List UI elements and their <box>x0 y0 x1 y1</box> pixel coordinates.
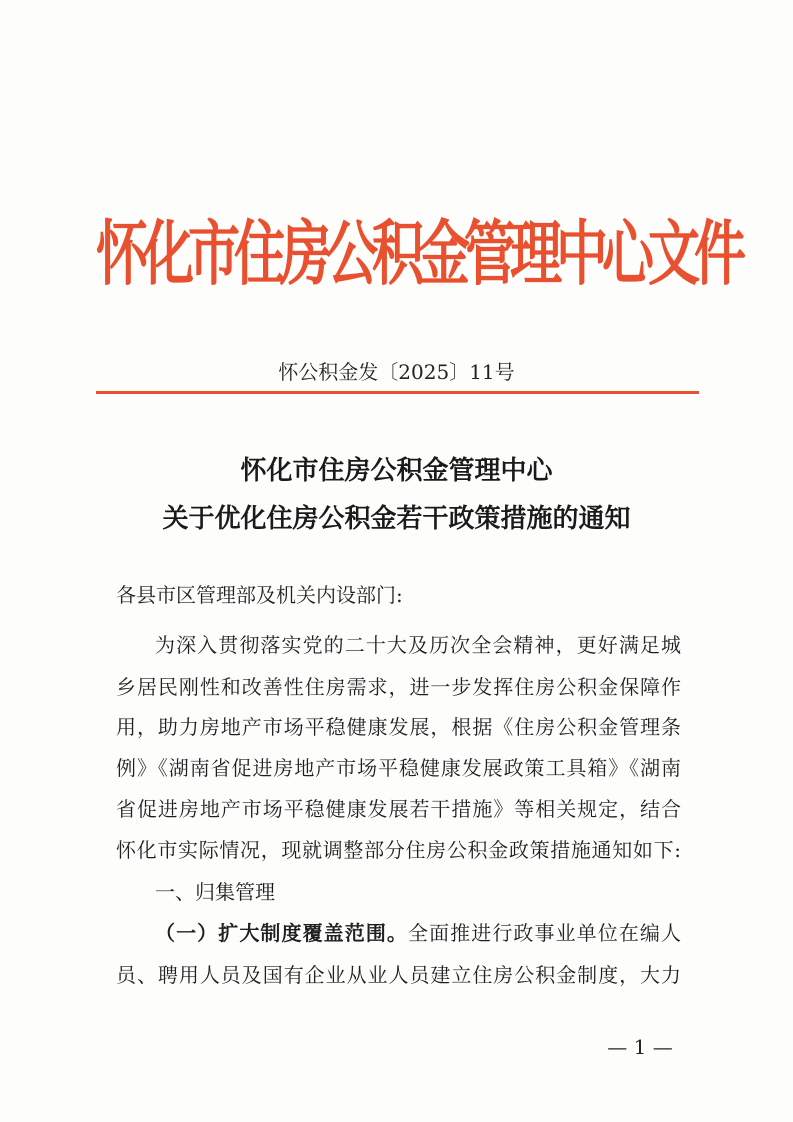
document-number: 怀公积金发〔2025〕11号 <box>278 360 515 384</box>
item-1-line-1 <box>155 918 681 948</box>
intro-line-3: 用，助力房地产市场平稳健康发展，根据《住房公积金管理条 <box>116 715 681 739</box>
intro-line-2: 乡居民刚性和改善性住房需求，进一步发挥住房公积金保障作 <box>116 675 681 699</box>
addressee: 各县市区管理部及机关内设部门: <box>116 583 403 607</box>
item-1-line-2: 员、聘用人员及国有企业从业人员建立住房公积金制度，大力 <box>116 963 681 987</box>
intro-line-6: 怀化市实际情况，现就调整部分住房公积金政策措施通知如下: <box>116 838 681 862</box>
red-separator-line <box>96 391 699 394</box>
section-heading-1: 一、归集管理 <box>155 880 275 904</box>
masthead-title: 怀化市住房公积金管理中心文件 <box>96 214 741 296</box>
notice-title-line-1: 怀化市住房公积金管理中心 <box>240 456 553 486</box>
intro-line-1: 为深入贯彻落实党的二十大及历次全会精神，更好满足城 <box>155 633 681 657</box>
item-1-heading: （一）扩大制度覆盖范围。 <box>155 921 408 945</box>
intro-line-4: 例》《湖南省促进房地产市场平稳健康发展政策工具箱》《湖南 <box>116 756 681 780</box>
item-1-text: 全面推进行政事业单位在编人 <box>408 921 681 945</box>
page-number: — 1 — <box>607 1035 673 1059</box>
notice-title-line-2: 关于优化住房公积金若干政策措施的通知 <box>162 504 631 534</box>
intro-line-5: 省促进房地产市场平稳健康发展若干措施》等相关规定，结合 <box>116 797 681 821</box>
